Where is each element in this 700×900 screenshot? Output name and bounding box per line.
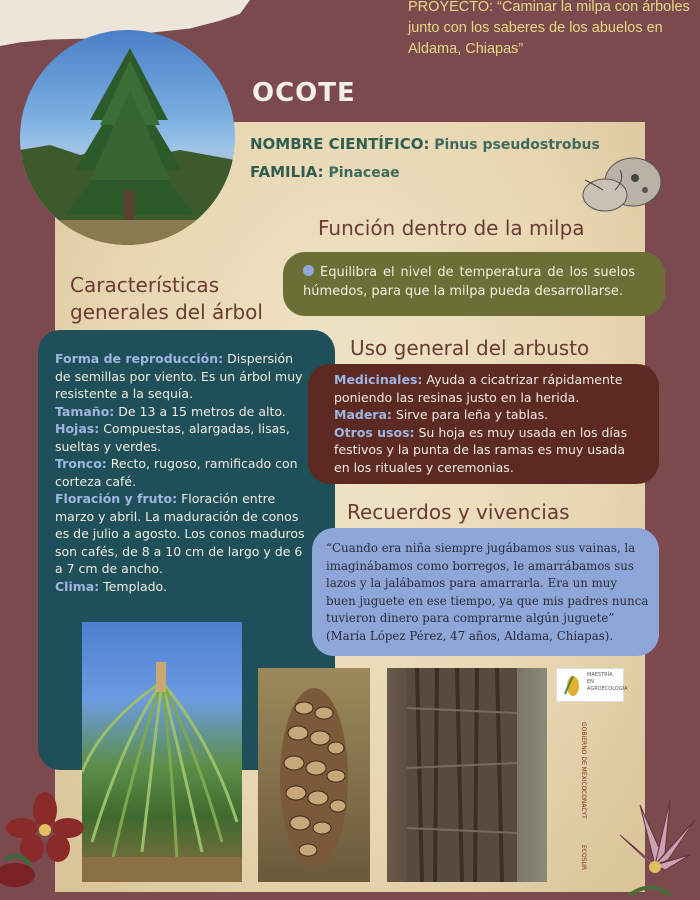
item-value: Su hoja es muy usada en los días festivos y la punta de las ramas es muy usada en los rituales y ceremonias. [334,424,628,475]
item-key: Forma de reproducción: [55,351,224,366]
maestria-logo [556,668,628,702]
pine-trunk-image [387,668,547,882]
caracteristicas-list [55,350,310,595]
pine-cone-photo [258,668,370,882]
item-value: Compuestas, alargadas, lisas, sueltas y verdes. [55,421,290,454]
recuerdos-quote: “Cuando era niña siempre jugábamos sus vainas, la imaginábamos como borregos, le amarrábamos sus lazos y la jalábamos para amarrarla. Era un muy buen juguete en ese tiempo, ya que mis padres nunca tuvieron dinero para comprarme algún juguete” [326,541,649,625]
funcion-text: Equilibra el nivel de temperatura de los suelos húmedos, para que la milpa pueda desarrollarse. [303,265,635,299]
scientific-name-value: Pinus pseudostrobus [434,137,600,153]
flower-decoration-left [0,790,90,900]
pine-trunk-photo [387,668,547,882]
item-key: Medicinales: [334,372,423,387]
caracteristica-item [55,455,310,490]
pine-tree-circle-photo [20,30,235,245]
caracteristicas-heading-line1: Características [70,273,220,297]
caracteristica-item [55,350,310,403]
ecosur-logo: ECOSUR [580,845,587,871]
pine-cone-image [258,668,370,882]
caracteristica-item [55,578,310,596]
family-label: FAMILIA: [250,163,324,181]
item-value: Ayuda a cicatrizar rápidamente poniendo las resinas justo en la herida. [334,372,623,405]
item-value: De 13 a 15 metros de alto. [114,403,286,419]
flower-decoration-right [610,795,700,900]
scientific-name-label: NOMBRE CIENTÍFICO: [250,135,430,153]
uso-item [334,424,637,477]
page-title: OCOTE [252,78,356,108]
item-key: Otros usos: [334,424,415,440]
recuerdos-attribution: (María López Pérez, 47 años, Aldama, Chiapas). [326,628,614,643]
uso-heading: Uso general del arbusto [350,336,590,360]
recuerdos-box [312,528,659,656]
item-key: Floración y fruto: [55,491,178,506]
item-value: Floración entre marzo y abril. La maduración de conos es de julio a agosto. Los conos maduros son cafés, de 8 a 10 cm de largo y de 6 a 7 cm de ancho. [55,491,305,576]
item-value: Dispersión de semillas por viento. Es un árbol muy resistente a la sequía. [55,351,303,401]
pine-needles-image [82,622,242,882]
bullet-icon [303,265,314,276]
caracteristicas-heading-line2: generales del árbol [70,300,263,324]
uso-item [334,406,637,424]
family-value: Pinaceae [328,165,400,181]
maestria-logo-text: MAESTRÍA EN AGROECOLOGÍA [587,672,628,692]
item-key: Clima: [55,578,100,594]
item-value: Templado. [99,578,167,594]
item-value: Recto, rugoso, ramificado con corteza café. [55,456,298,489]
item-key: Hojas: [55,421,100,436]
family [250,163,400,181]
pine-tree-image [20,30,235,245]
funcion-heading: Función dentro de la milpa [318,216,585,240]
pine-needles-photo [82,622,242,882]
corn-icon [563,674,583,698]
caracteristica-item [55,420,310,455]
item-key: Tamaño: [55,403,115,419]
item-key: Tronco: [55,456,107,471]
caracteristica-item [55,403,310,421]
funcion-box [283,252,665,316]
recuerdos-heading: Recuerdos y vivencias [347,500,570,524]
moth-icon [575,150,665,225]
project-title: PROYECTO: “Caminar la milpa con árboles junto con los saberes de los abuelos en Aldama, Chiapas” [408,0,690,57]
scientific-name [250,135,600,153]
caracteristica-item [55,490,310,578]
uso-item [334,371,637,406]
uso-box [308,364,659,484]
item-key: Madera: [334,407,392,422]
item-value: Sirve para leña y tablas. [391,407,549,422]
caracteristicas-heading [70,272,263,326]
conacyt-logo: CONACYT [580,790,587,819]
gobierno-logo: GOBIERNO DE MÉXICO [580,722,587,791]
